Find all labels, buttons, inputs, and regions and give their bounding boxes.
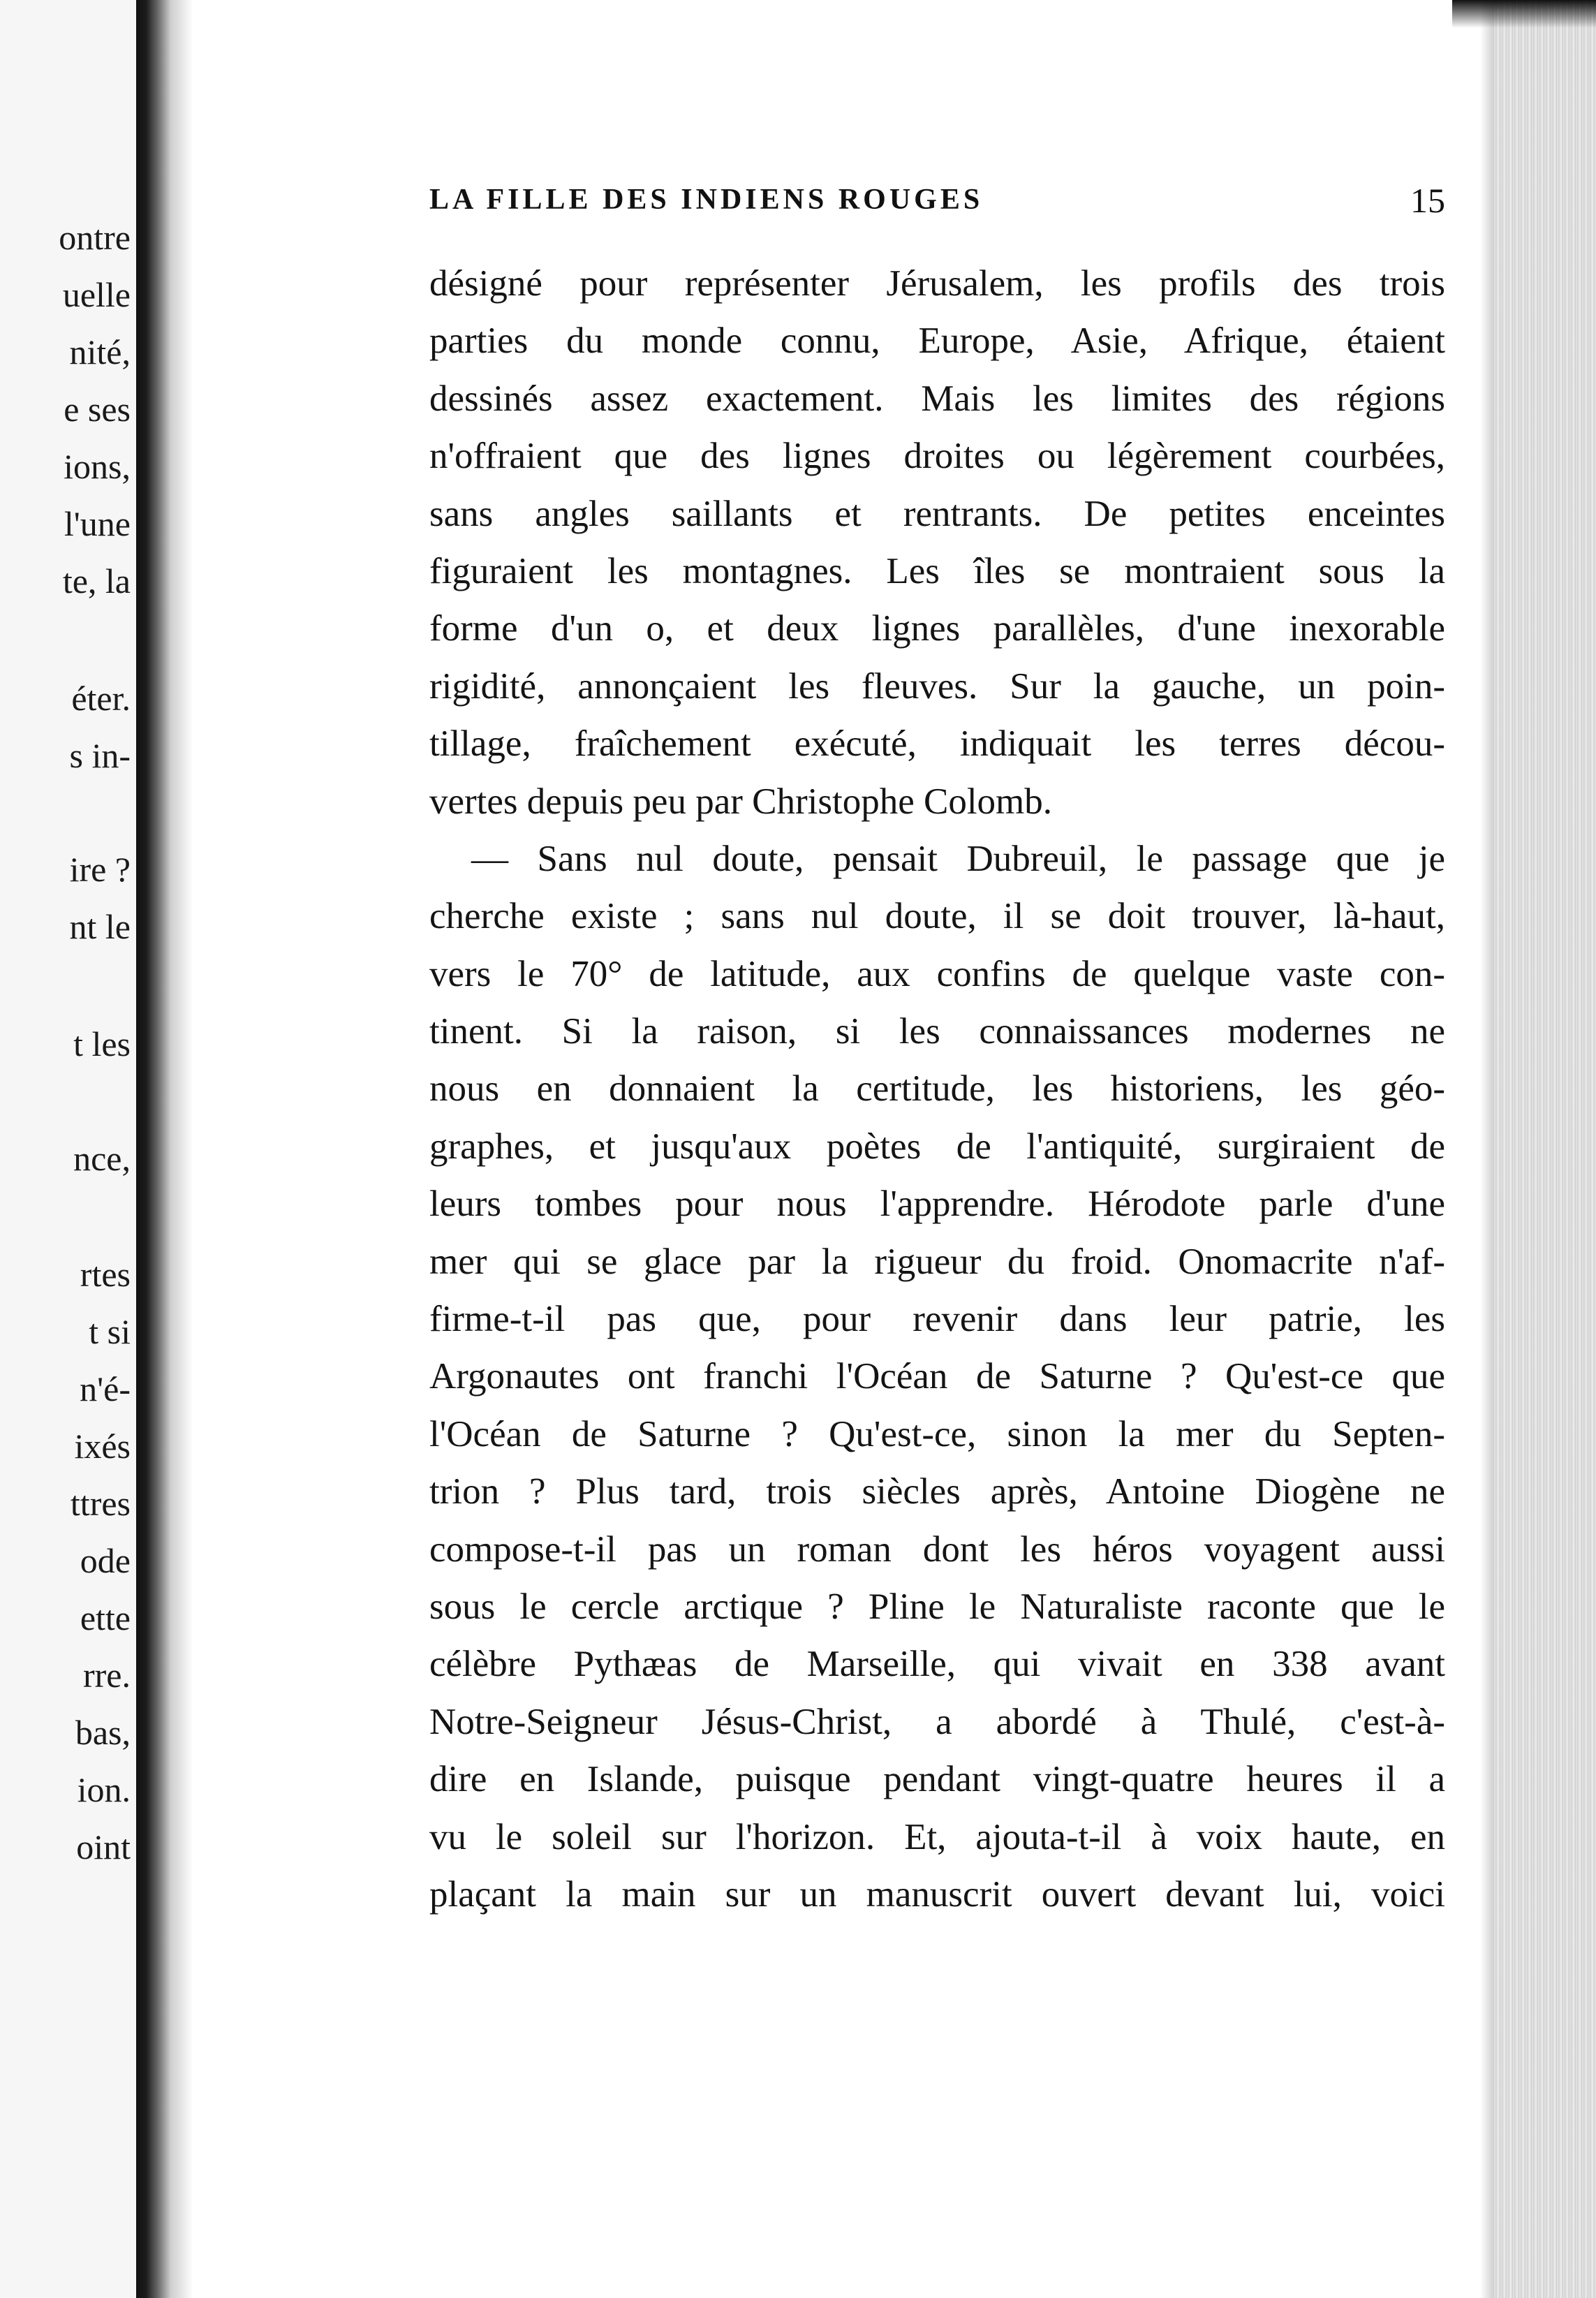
left-page-fragment: nce, <box>73 1139 131 1178</box>
text-line: sans angles saillants et rentrants. De petites enceintes <box>429 493 1445 534</box>
text-line: — Sans nul doute, pensait Dubreuil, le passage que je <box>471 838 1445 879</box>
text-line: plaçant la main sur un manuscrit ouvert devant lui, voici <box>429 1873 1445 1915</box>
running-title: LA FILLE DES INDIENS ROUGES <box>429 184 984 216</box>
left-page-fragment: bas, <box>75 1713 131 1752</box>
text-line: dire en Islande, puisque pendant vingt-quatre heures il a <box>429 1759 1445 1800</box>
text-line: parties du monde connu, Europe, Asie, Afrique, étaient <box>429 321 1445 362</box>
left-page-fragment: ode <box>80 1541 131 1580</box>
text-line: vu le soleil sur l'horizon. Et, ajouta-t-il à voix haute, en <box>429 1816 1445 1857</box>
paragraph <box>429 830 1445 1923</box>
left-page-fragment: te, la <box>62 561 131 601</box>
text-line: compose-t-il pas un roman dont les héros voyagent aussi <box>429 1529 1445 1570</box>
text-line: cherche existe ; sans nul doute, il se doit trouver, là-haut, <box>429 896 1445 937</box>
left-page-fragment: uelle <box>62 275 131 314</box>
text-line: désigné pour représenter Jérusalem, les profils des trois <box>429 263 1445 304</box>
book-page <box>192 0 1494 2298</box>
left-page-fragment: ontre <box>59 218 131 257</box>
text-line: forme d'un o, et deux lignes parallèles, d'une inexorable <box>429 608 1445 649</box>
left-facing-page <box>0 0 136 2298</box>
page-number: 15 <box>1410 181 1445 220</box>
page-header <box>429 183 1445 232</box>
left-page-fragment: e ses <box>64 390 131 429</box>
left-page-fragment: nité, <box>69 332 131 371</box>
text-line: graphes, et jusqu'aux poètes de l'antiquité, surgiraient de <box>429 1126 1445 1167</box>
text-line: n'offraient que des lignes droites ou légèrement courbées, <box>429 436 1445 477</box>
left-page-fragment: rre. <box>83 1656 131 1695</box>
left-page-fragment: oint <box>76 1827 131 1866</box>
left-page-fragment: ire ? <box>69 850 131 889</box>
left-page-fragment: ette <box>80 1598 131 1637</box>
text-line: tillage, fraîchement exécuté, indiquait les terres décou- <box>429 723 1445 765</box>
left-page-fragment: t si <box>89 1312 131 1351</box>
book-gutter-shadow <box>136 0 192 2298</box>
text-line: vers le 70° de latitude, aux confins de quelque vaste con- <box>429 953 1445 994</box>
left-page-fragment: ions, <box>64 447 131 486</box>
left-page-fragment: ixés <box>74 1427 131 1466</box>
top-corner-shadow <box>1452 0 1596 28</box>
left-page-fragment: rtes <box>80 1255 131 1294</box>
left-page-fragment: éter. <box>71 679 131 718</box>
text-line: vertes depuis peu par Christophe Colomb. <box>429 781 1053 822</box>
left-page-fragment: s in- <box>69 736 131 775</box>
text-line: trion ? Plus tard, trois siècles après, Antoine Diogène ne <box>429 1471 1445 1512</box>
text-line: sous le cercle arctique ? Pline le Naturaliste raconte que le <box>429 1586 1445 1627</box>
page-body <box>429 255 1445 1923</box>
left-page-fragment: t les <box>73 1024 131 1063</box>
text-line: tinent. Si la raison, si les connaissances modernes ne <box>429 1011 1445 1052</box>
text-line: célèbre Pythæas de Marseille, qui vivait en 338 avant <box>429 1644 1445 1685</box>
text-line: mer qui se glace par la rigueur du froid. Onomacrite n'af- <box>429 1241 1445 1282</box>
text-line: l'Océan de Saturne ? Qu'est-ce, sinon la mer du Septen- <box>429 1413 1445 1454</box>
text-line: figuraient les montagnes. Les îles se montraient sous la <box>429 550 1445 591</box>
left-page-fragment: n'é- <box>80 1369 131 1408</box>
left-page-fragment: l'une <box>64 504 131 543</box>
text-line: firme-t-il pas que, pour revenir dans leur patrie, les <box>429 1299 1445 1340</box>
left-page-fragment: ion. <box>77 1770 131 1809</box>
text-line: nous en donnaient la certitude, les historiens, les géo- <box>429 1068 1445 1110</box>
text-line: dessinés assez exactement. Mais les limites des régions <box>429 378 1445 419</box>
paragraph <box>429 255 1445 830</box>
text-line: Notre-Seigneur Jésus-Christ, a abordé à Thulé, c'est-à- <box>429 1701 1445 1742</box>
text-line: Argonautes ont franchi l'Océan de Saturne ? Qu'est-ce que <box>429 1356 1445 1397</box>
page-stack-edge <box>1494 0 1596 2298</box>
text-line: rigidité, annonçaient les fleuves. Sur la gauche, un poin- <box>429 665 1445 707</box>
left-page-fragment: ttres <box>70 1484 131 1523</box>
text-line: leurs tombes pour nous l'apprendre. Hérodote parle d'une <box>429 1184 1445 1225</box>
left-page-fragment: nt le <box>69 907 131 946</box>
